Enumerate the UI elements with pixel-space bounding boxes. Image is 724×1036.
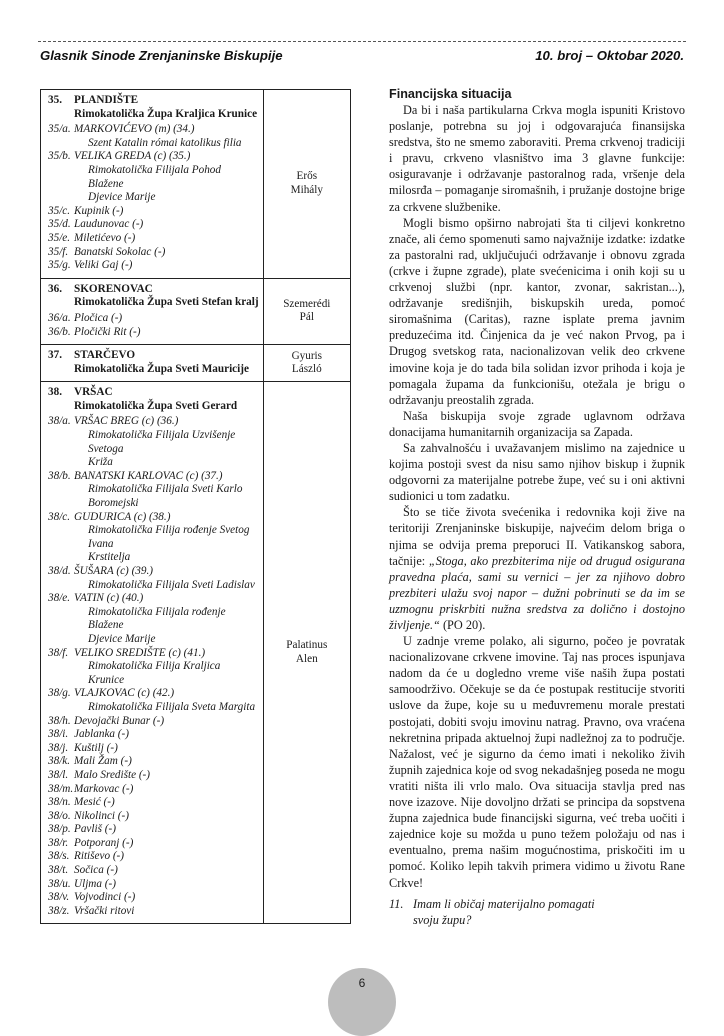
reflection-question [389, 896, 685, 928]
filial-entry [48, 755, 259, 769]
question-number: 11. [389, 896, 404, 911]
parish-cell [41, 90, 264, 279]
filial-description: Rimokatolička Filijala Sveta Margita [88, 700, 256, 713]
filial-code: 38/m. [48, 782, 74, 795]
filial-description: Rimokatolička Filijala Uzvišenje Svetoga [88, 429, 236, 455]
filial-description: Križa [88, 456, 113, 469]
filial-entry [48, 150, 259, 204]
filial-entry [48, 850, 259, 864]
filial-entry [48, 246, 259, 260]
filial-entry [48, 312, 259, 326]
filial-name: VATIN (c) (40.) [74, 592, 144, 605]
priest-name: Pál [299, 311, 314, 324]
filial-code: 38/d. [48, 565, 71, 577]
filial-name: Vršački ritovi [74, 904, 135, 917]
filial-entry [48, 742, 259, 756]
filial-name: Kupinik (-) [74, 204, 124, 217]
filial-name: Pločica (-) [74, 311, 123, 324]
parish-row [41, 278, 351, 344]
priest-cell [263, 90, 350, 279]
filial-entry [48, 232, 259, 246]
filial-name: VELIKO SREDIŠTE (c) (41.) [74, 646, 206, 659]
filial-name: Banatski Sokolac (-) [74, 245, 166, 258]
parish-table [40, 89, 351, 924]
filial-code: 38/p. [48, 823, 71, 836]
priest-name: Szemerédi [283, 297, 331, 310]
filial-code: 38/z. [48, 904, 70, 917]
filial-code: 38/a. [48, 415, 71, 428]
filial-code: 38/l. [48, 768, 69, 781]
priest-name: László [291, 363, 322, 376]
filial-code: 35/b. [48, 150, 71, 163]
filial-name: Kuštilj (-) [74, 741, 118, 754]
filial-name: Vojvodinci (-) [74, 891, 136, 904]
parish-cell [41, 382, 264, 924]
filial-entry [48, 837, 259, 851]
filial-code: 38/v. [48, 891, 70, 904]
parish-title [48, 283, 259, 297]
filial-code: 35/g. [48, 259, 71, 272]
filial-entry [48, 123, 259, 150]
parish-cell [41, 278, 264, 344]
paragraph-5-intro: Što se tiče života svećenika i redovnika koji žive na teritoriji Zrenjaninske biskupije, najvećim delom briga o njima se odvija prema preporuci II. Vatikanskog sabora, tačnije: [389, 505, 685, 568]
priest-name: Alen [295, 652, 318, 665]
filial-description: Szent Katalin római katolikus filia [88, 136, 242, 149]
filial-code: 35/a. [48, 123, 71, 136]
filial-code: 38/h. [48, 714, 71, 727]
filial-entry [48, 796, 259, 810]
filial-code: 38/j. [48, 741, 69, 754]
filial-name: VLAJKOVAC (c) (42.) [74, 687, 175, 700]
filial-code: 38/k. [48, 755, 71, 768]
journal-title: Glasnik Sinode Zrenjaninske Biskupije [40, 48, 283, 63]
filial-description: Rimokatolička Filijala Sveti Ladislav [88, 578, 255, 591]
priest-cell [263, 278, 350, 344]
filial-name: ŠUŠARA (c) (39.) [74, 565, 154, 577]
filial-code: 36/a. [48, 311, 71, 324]
council-quote: „Stoga, ako prezbiterima nije od drugud osigurana pravedna plaća, sami su vernici – jer za njihovo dobro prezbiteri ulažu svoj napor – dužni pobrinuti se da im se uzmognu priskrbiti nužna sredstva za dolično i dostojno življenje.“ [389, 553, 685, 632]
filial-name: Miletićevo (-) [74, 231, 136, 244]
parish-name: Rimokatolička Župa Sveti Gerard [74, 399, 238, 412]
filial-description: Krstitelja [88, 551, 131, 564]
header-rule [38, 41, 686, 42]
filial-code: 38/b. [48, 469, 71, 482]
filial-entry [48, 565, 259, 592]
filial-name: Malo Središte (-) [74, 768, 151, 781]
filial-name: Markovac (-) [74, 782, 134, 795]
filial-name: Potporanj (-) [74, 836, 134, 849]
filial-entry [48, 728, 259, 742]
filial-entry [48, 715, 259, 729]
parish-number: 37. [48, 349, 62, 362]
parish-name: Rimokatolička Župa Kraljica Krunice [74, 107, 258, 120]
paragraph-2: Mogli bismo opširno nabrojati šta ti ciljevi konkretno znače, ali ćemo spomenuti samo najvažnije izdatke: izdatke za pastoralni rad, uključujući održavanje i obnovu zgrada (crkve i župne zgrade), plate svećenicima i onih koji su u crkvenoj službi (npr. kantor, zvonar, sakristan...), održavanje središnjih, biskupskih ureda, pomoć siromašnima (Caritas), razne isplate prema javnim preduzećima itd. Činjenica da je već nakon Prvog, pa i Drugog svetskog rata, nacionalizovan velik deo crkvene imovine koja je do tada bila solidan izvor prihoda i koja je pomagala župama da funkcionišu, otežala je brigu o održavanju preostalih zgrada. [389, 215, 685, 407]
parish-row [41, 382, 351, 924]
filial-code: 36/b. [48, 325, 71, 338]
filial-entry [48, 259, 259, 273]
filial-entry [48, 511, 259, 565]
question-text [413, 896, 685, 928]
filial-entry [48, 905, 259, 919]
filial-description: Djevice Marije [88, 632, 156, 645]
parish-title [48, 386, 259, 400]
paragraph-5 [389, 504, 685, 633]
filial-code: 35/f. [48, 245, 69, 258]
priest-name: Palatinus [286, 639, 328, 652]
parish-place: VRŠAC [74, 386, 113, 399]
filial-name: BANATSKI KARLOVAC (c) (37.) [74, 469, 223, 482]
paragraph-4: Sa zahvalnošću i uvažavanjem mislimo na zajednice u kojima postoji svest da nisu samo njihov biskup i župnik odgovorni za materijalne potrebe župe, već su i oni aktivni sudionici u tom zadatku. [389, 440, 685, 504]
filial-code: 35/d. [48, 218, 71, 231]
filial-code: 38/r. [48, 836, 69, 849]
filial-entry [48, 864, 259, 878]
parish-row [41, 345, 351, 382]
filial-entry [48, 810, 259, 824]
filial-entry [48, 205, 259, 219]
filial-entry [48, 592, 259, 646]
filial-name: Ritiševo (-) [74, 850, 125, 863]
filial-name: Pavliš (-) [74, 823, 116, 836]
parish-title [48, 94, 259, 108]
filial-description: Rimokatolička Filija Kraljica Krunice [88, 660, 221, 686]
filial-code: 38/n. [48, 796, 71, 809]
filial-name: Mesić (-) [74, 796, 115, 809]
filial-name: Devojački Bunar (-) [74, 714, 165, 727]
filial-entry [48, 687, 259, 714]
filial-code: 38/g. [48, 687, 71, 700]
page-number: 6 [358, 976, 366, 990]
filial-entry [48, 470, 259, 511]
filial-code: 38/s. [48, 850, 70, 863]
filial-entry [48, 647, 259, 688]
filial-description: Rimokatolička Filijala Pohod Blažene [88, 163, 221, 190]
filial-code: 38/i. [48, 728, 69, 741]
filial-name: VRŠAC BREG (c) (36.) [74, 415, 179, 428]
parish-place: PLANDIŠTE [74, 94, 139, 106]
filial-description: Rimokatolička Filijala Sveti Karlo [88, 483, 243, 496]
paragraph-1: Da bi i naša partikularna Crkva mogla ispuniti Kristovo poslanje, potrebna su joj i odgovarajuća finansijska sredstva, što ne smemo zaboraviti. Prema crkvenoj tradiciji i pravu, crkveno vlasništvo ima 3 glavne funkcije: osiguravanje i održavanje pastoralnog rada, vršenje dela milosrđa – pomaganje siromašnih, i pružanje dostojne brige za crkvene službenike. [389, 103, 685, 214]
question-line: Imam li običaj materijalno pomagati [413, 896, 595, 911]
filial-description: Boromejski [88, 497, 139, 510]
filial-code: 38/o. [48, 809, 71, 822]
filial-code: 35/e. [48, 231, 71, 244]
section-title: Financijska situacija [389, 87, 512, 101]
filial-entry [48, 783, 259, 797]
quote-reference: (PO 20). [439, 618, 486, 632]
priest-cell [263, 382, 350, 924]
paragraph-6: U zadnje vreme polako, ali sigurno, počeo je povratak nacionalizovane crkvene imovine. Taj nas proces ispunjava nadom da će u dogledno vreme više naših župa postati samoodrživo. Očekuje se da će postupak restitucije stvoriti uslove da župe, koje su u međuvremenu morale prestati postojati, dobiti svoju imovinu natrag. Pravno, ova vraćena nekretnina pripada aktuelnoj župi nadležnoj za to područje. Nažalost, već je sigurno da ćemo imati i nekoliko živih župnih zajednica koje od svog nekadašnjeg poseda ne mogu vratiti ništa ili vrlo malo. Ova situacija stavlja pred nas nove izazove. Nije dovoljno držati se principa da sopstvena župna zajednica bude financijski sigurna, već treba uočiti i zajednice koje su možda u puno težem položaju od nas i eventualno, prema našim mogućnostima, priskočiti im u pomoć. Koliko lepih takvih primera vidimo u životu Rane Crkve! [389, 634, 685, 890]
parish-name: Rimokatolička Župa Sveti Mauricije [74, 362, 249, 375]
filial-entry [48, 769, 259, 783]
priest-cell [263, 345, 350, 382]
filial-description: Rimokatolička Filija rođenje Svetog Ivana [88, 524, 250, 550]
question-line: svoju župu? [413, 912, 472, 927]
article-column [389, 86, 685, 928]
filial-entry [48, 891, 259, 905]
filial-entry [48, 218, 259, 232]
parish-place: STARČEVO [74, 349, 136, 362]
parish-number: 35. [48, 94, 62, 106]
filial-name: MARKOVIĆEVO (m) (34.) [74, 123, 195, 136]
parish-number: 38. [48, 386, 62, 399]
priest-name: Gyuris [291, 349, 323, 362]
filial-code: 38/e. [48, 592, 71, 605]
parish-row [41, 90, 351, 279]
parish-name: Rimokatolička Župa Sveti Stefan kralj [74, 296, 259, 309]
filial-code: 38/f. [48, 646, 69, 659]
filial-code: 38/c. [48, 510, 71, 523]
filial-code: 38/t. [48, 864, 69, 877]
filial-description: Djevice Marije [88, 191, 156, 204]
priest-name: Erős [296, 170, 318, 183]
filial-name: Jablanka (-) [74, 728, 129, 741]
parish-place: SKORENOVAC [74, 282, 153, 295]
filial-name: Veliki Gaj (-) [74, 259, 133, 272]
filial-code: 35/c. [48, 204, 71, 217]
priest-name: Mihály [290, 183, 323, 196]
filial-name: Laudunovac (-) [74, 218, 144, 231]
filial-name: Nikolinci (-) [74, 809, 129, 822]
parish-number: 36. [48, 282, 62, 295]
parish-title [48, 349, 259, 363]
filial-description: Rimokatolička Filijala rođenje Blažene [88, 605, 226, 632]
filial-entry [48, 326, 259, 340]
filial-entry [48, 415, 259, 469]
filial-name: Sočica (-) [74, 864, 118, 877]
filial-name: VELIKA GREDA (c) (35.) [74, 150, 191, 163]
filial-code: 38/u. [48, 877, 71, 890]
paragraph-3: Naša biskupija svoje zgrade uglavnom održava donacijama humanitarnih organizacija sa Zapada. [389, 408, 685, 439]
filial-name: Uljma (-) [74, 877, 116, 890]
filial-entry [48, 823, 259, 837]
parish-cell [41, 345, 264, 382]
filial-entry [48, 878, 259, 892]
filial-name: GUDURICA (c) (38.) [74, 510, 171, 523]
issue-label: 10. broj – Oktobar 2020. [535, 48, 684, 63]
filial-name: Mali Žam (-) [74, 755, 132, 768]
filial-name: Pločički Rit (-) [74, 325, 141, 338]
